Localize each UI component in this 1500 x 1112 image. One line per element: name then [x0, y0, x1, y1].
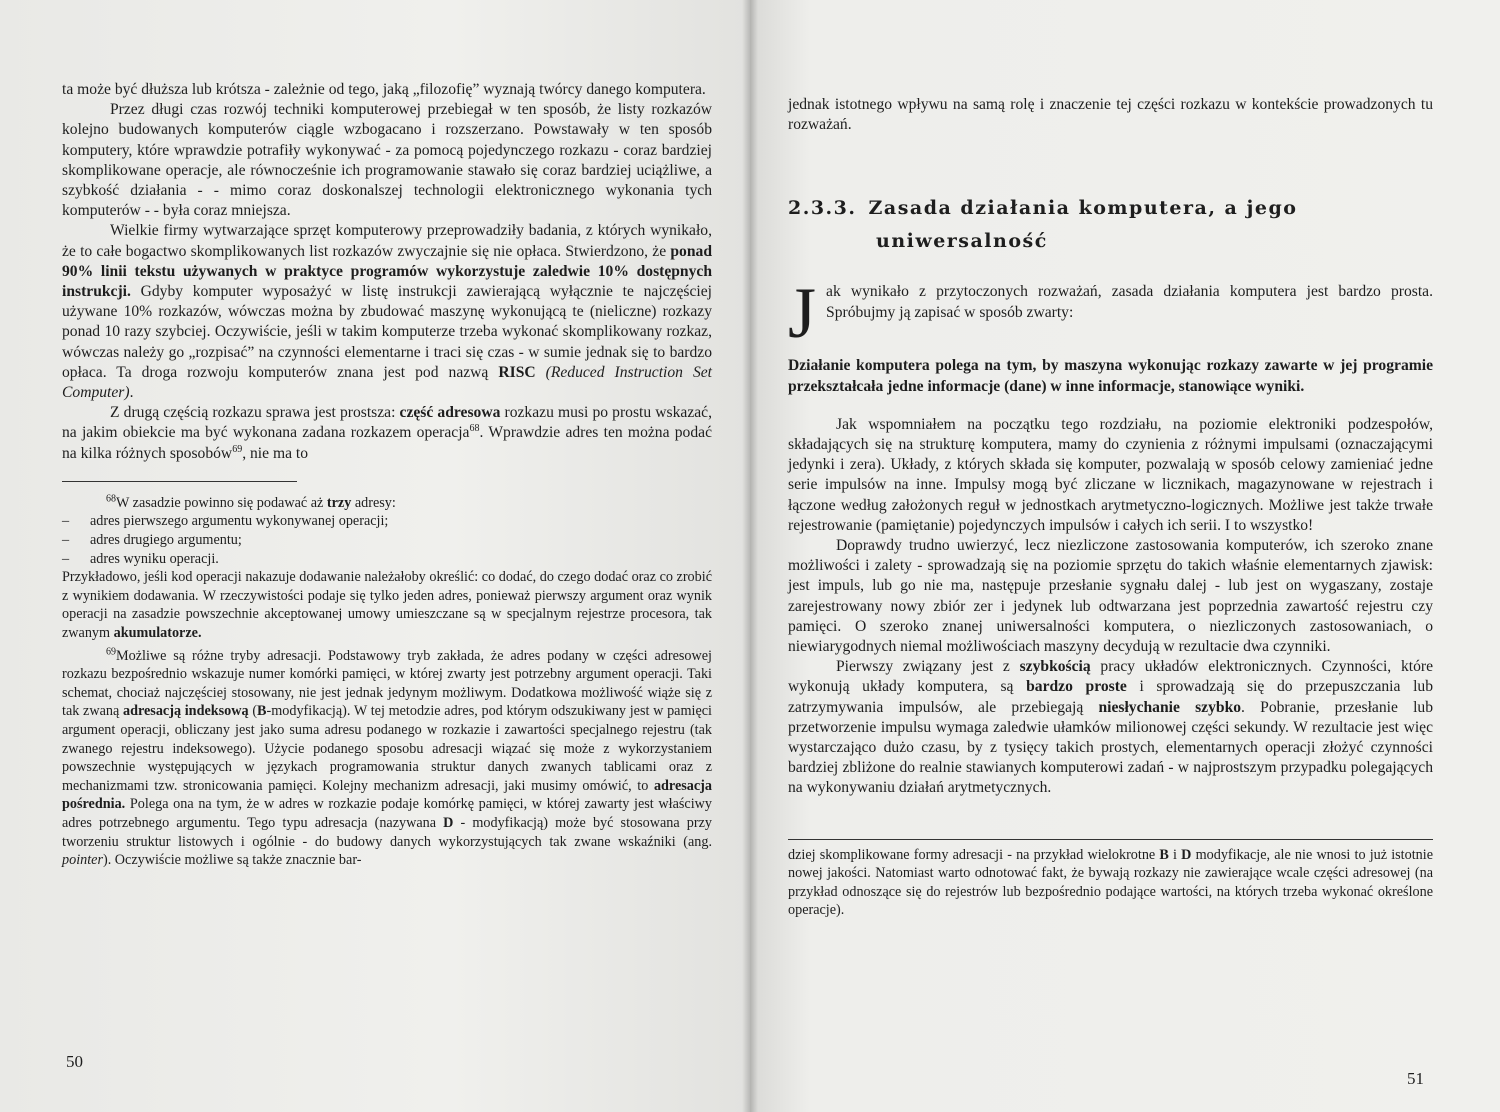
drop-cap: J	[788, 273, 817, 354]
footnote-continuation	[788, 846, 1433, 920]
paragraph: Jak wspomniałem na początku tego rozdziału, na poziomie elektroniki podzespołów, składających się na strukturę komputera, mamy do czynienia z różnymi impulsami (oznaczającymi jedynki i zera). Układy, z których składa się komputer, pozwalają w sposób celowy zamieniać jedne serie impulsów na inne. Impulsy mogą być zliczane w licznikach, magazynowane w rejestrach i łączone według założonych reguł w jednostkach arytmetyczno-logicznych. Możliwe jest także trwałe rejestrowanie (pamiętanie) pojedynczych impulsów i całych ich serii. I to wszystko!	[788, 415, 1433, 534]
footnote-69-cont: dziej skomplikowane formy adresacji - na przykład wielokrotne B i D modyfikacje, ale nie wnosi to już istotnie nowej jakości. Natomiast warto odnotować fakt, że bywają rozkazy nie zawierające wcale części adresowej (na przykład odnoszące się do rejestrów lub bezpośrednio podające wartości, na których trzeba wykonać określone operacje).	[788, 846, 1433, 919]
bold-emphasis: ponad 90% linii tekstu używanych w praktyce programów wykorzystuje zaledwie 10% dostępnych instrukcji.	[62, 242, 712, 301]
paragraph-speed: Pierwszy związany jest z szybkością pracy układów elektronicznych. Czynności, które wykonują układy komputera, są bardzo proste i sprowadzają się do przepuszczania lub zatrzymywania impulsów, ale przebiegają niesłychanie szybko. Pobranie, przesłanie lub przetworzenie impulsu wymaga zaledwie ułamków milionowej części sekundy. W rezultacie jest więc wystarczająco dużo czasu, by z tysięcy takich prostych, elementarnych operacji złożyć czynności bardziej zbliżone do realnie stawianych komputerowi zadań - w najprostszym przypadku polegających na wykonywaniu działań arytmetycznych.	[788, 658, 1433, 797]
paragraph: jednak istotnego wpływu na samą rolę i znaczenie tej części rozkazu w kontekście prowadzonych tu rozważań.	[788, 96, 1433, 134]
intro-text: ak wynikało z przytoczonych rozważań, zasada działania komputera jest bardzo prosta. Spróbujmy ją zapisać w sposób zwarty:	[826, 283, 1433, 321]
book-gutter	[742, 0, 758, 1112]
section-title-line2: uniwersalność	[876, 230, 1048, 253]
list-item: – adres pierwszego argumentu wykonywanej operacji;	[62, 512, 712, 531]
paragraph: Doprawdy trudno uwierzyć, lecz niezliczone zastosowania komputerów, ich szeroko znane możliwości i zalety - sprowadzają się na poziomie sprzętu do takich właśnie elementarnych zjawisk: jest impuls, lub go nie ma, następuje przesłanie sygnału dalej - lub jest on wygaszany, zostaje zarejestrowany nowy zbiór zer i jedynek lub odtwarzana jest poprzednia zawartość rejestru czy pamięci. O szeroko znanej uniwersalności komputera, o niezliczonych zastosowaniach, o niewiarygodnych niemal możliwościach maszyny decydują w rezultacie dwa czynniki.	[788, 537, 1433, 656]
footnote-69: $^{69}$Możliwe są różne tryby adresacji. Podstawowy tryb zakłada, że adres podany w części adresowej rozkazu bezpośrednio wskazuje numer komórki pamięci, w której zwarty jest potrzebny argument operacji. Taki schemat, chociaż najczęściej stosowany, nie jest jednak jedynym możliwym. Dodatkowa możliwość wiąże się z tak zwaną adresacją indeksową (B-modyfikacją). W tej metodzie adres, pod którym odszukiwany jest w pamięci argument operacji, obliczany jest jako suma adresu podanego w rozkazie i zawartości specjalnego rejestru (tak zwanego rejestru indeksowego). Użycie podanego sposobu adresacji wiązać się może z wykorzystaniem powszechnie występujących w językach programowania struktur danych zwanych tablicami oraz z mechanizmami tzw. stronicowania pamięci. Kolejny mechanizm adresacji, jaki musimy omówić, to adresacja pośrednia. Polega ona na tym, że w adres w rozkazie podaje komórkę pamięci, w której zawarty jest właściwy adres potrzebnego argumentu. Tego typu adresacja (nazywana D - modyfikacją) może być stosowana przy tworzeniu struktur listowych i ogólnie - do budowy danych wykorzystujących tak zwane wskaźniki (ang. pointer). Oczywiście możliwe są także znacznie bar-	[62, 645, 712, 869]
bold-term: RISC	[498, 363, 536, 381]
bold-term: część adresowa	[399, 404, 501, 422]
footnote-68: $^{68}$W zasadzie powinno się podawać aż trzy adresy:	[106, 493, 396, 511]
right-page	[750, 0, 1500, 1112]
footnote-ref[interactable]: 69	[232, 443, 243, 455]
right-page-body	[788, 95, 1433, 920]
paragraph: ta może być dłuższa lub krótsza - zależnie od tego, jaką „filozofię” wyznają twórcy danego komputera.	[62, 81, 706, 98]
list-item: – adres wyniku operacji.	[62, 550, 712, 569]
paragraph-address: Z drugą częścią rozkazu sprawa jest prostsza: część adresowa rozkazu musi po prostu wskazać, na jakim obiekcie ma być wykonana zadana rozkazem operacja$^{68}$. Wprawdzie adres ten można podać na kilka różnych sposobów$^{69}$, nie ma to	[62, 404, 712, 462]
section-title-line1: Zasada działania komputera, a jego	[868, 197, 1298, 220]
footnotes	[62, 494, 712, 870]
paragraph: Przez długi czas rozwój techniki komputerowej przebiegał w ten sposób, że listy rozkazów kolejno budowanych komputerów ciągle wzbogacano i rozszerzano. Powstawały w ten sposób komputery, które wprawdzie potrafiły wykonywać - za pomocą pojedynczego rozkazu - coraz bardziej skomplikowane operacje, ale równocześnie ich programowanie stawało się coraz bardziej uciążliwe, a szybkość działania - - mimo coraz doskonalszej technologii elektronicznego wykonania tych komputerów - - była coraz mniejsza.	[62, 101, 712, 220]
footnote-separator	[62, 481, 297, 482]
italic-term: (Reduced Instruction Set Computer)	[62, 363, 713, 402]
list-item: – adres drugiego argumentu;	[62, 531, 712, 550]
footnote-separator	[788, 839, 1433, 840]
section-heading	[788, 195, 1433, 254]
left-page-body	[62, 80, 712, 870]
footnote-68-list	[62, 512, 712, 568]
thesis-statement: Działanie komputera polega na tym, by maszyna wykonując rozkazy zawarte w jej programie przekształcała jedne informacje (dane) w inne informacje, stanowiące wyniki.	[788, 357, 1433, 395]
paragraph-risc: Wielkie firmy wytwarzające sprzęt komputerowy przeprowadziły badania, z których wynikało, że to całe bogactwo skomplikowanych list rozkazów zwyczajnie się nie opłaca. Stwierdzono, że ponad 90% linii tekstu używanych w praktyce programów wykorzystuje zaledwie 10% dostępnych instrukcji. Gdyby komputer wyposażyć w listę instrukcji zawierającą wyłącznie te najczęściej używane 10% rozkazów, wówczas można by zbudować maszynę wykonującą te (nieliczne) rozkazy ponad 10 razy szybciej. Oczywiście, jeśli w takim komputerze trzeba wykonać skomplikowany rozkaz, wówczas należy go „rozpisać” na czynności elementarne i traci się czas - w sumie jednak się to bardzo opłaca. Ta droga rozwoju komputerów znana jest pod nazwą RISC (Reduced Instruction Set Computer).	[62, 222, 713, 402]
page-number: 51	[1407, 1069, 1424, 1088]
footnote-ref[interactable]: 68	[469, 423, 480, 435]
page-number: 50	[66, 1052, 83, 1071]
footnote-68-cont: Przykładowo, jeśli kod operacji nakazuje dodawanie należałoby określić: co dodać, do czego dodać oraz co zrobić z wynikiem dodawania. W rzeczywistości podaje się tylko jeden adres, ponieważ pierwszy argument oraz wynik operacji na zasadzie powszechnie akceptowanej umowy umieszczane są w specjalnym rejestrze procesora, tak zwanym akumulatorze.	[62, 569, 712, 642]
section-number: 2.3.3.	[788, 197, 857, 220]
intro-paragraph	[788, 273, 1433, 354]
